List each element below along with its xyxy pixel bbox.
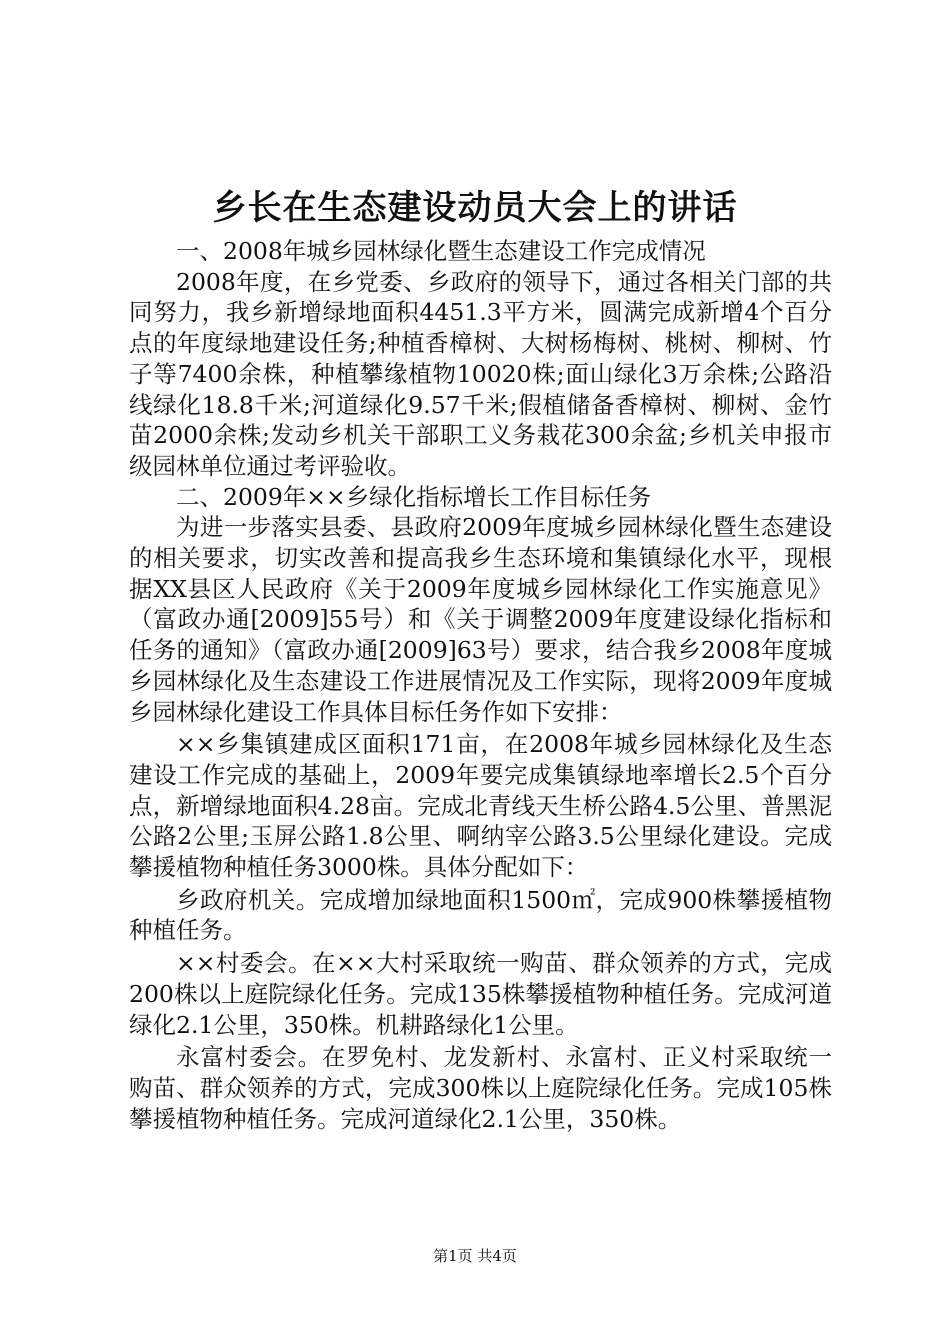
paragraph: 永富村委会。在罗免村、龙发新村、永富村、正义村采取统一购苗、群众领养的方式，完成300株以上庭院绿化任务。完成105株攀援植物种植任务。完成河道绿化2.1公里，350株。 (129, 1043, 832, 1133)
paragraph: 为进一步落实县委、县政府2009年度城乡园林绿化暨生态建设的相关要求，切实改善和提高我乡生态环境和集镇绿化水平，现根据XX县区人民政府《关于2009年度城乡园林绿化工作实施意见》（富政办通[2009]55号）和《关于调整2009年度建设绿化指标和任务的通知》（富政办通[2009]63号）要求，结合我乡2008年度城乡园林绿化及生态建设工作进展情况及工作实际，现将2009年度城乡园林绿化建设工作具体目标任务作如下安排： (129, 513, 832, 726)
page-footer: 第1页 共4页 (433, 1247, 517, 1265)
document-body (129, 236, 832, 1134)
paragraph: ××乡集镇建成区面积171亩，在2008年城乡园林绿化及生态建设工作完成的基础上，2009年要完成集镇绿地率增长2.5个百分点，新增绿地面积4.28亩。完成北青线天生桥公路4.5公里、普黑泥公路2公里;玉屏公路1.8公里、啊纳宰公路3.5公里绿化建设。完成攀援植物种植任务3000株。具体分配如下： (129, 730, 832, 882)
paragraph: ××村委会。在××大村采取统一购苗、群众领养的方式，完成200株以上庭院绿化任务。完成135株攀援植物种植任务。完成河道绿化2.1公里，350株。机耕路绿化1公里。 (129, 949, 832, 1039)
paragraph: 乡政府机关。完成增加绿地面积1500㎡，完成900株攀援植物种植任务。 (129, 885, 832, 945)
page-title: 乡长在生态建设动员大会上的讲话 (212, 188, 738, 228)
section-heading-2: 二、2009年××乡绿化指标增长工作目标任务 (176, 482, 652, 511)
paragraph: 2008年度，在乡党委、乡政府的领导下，通过各相关门部的共同努力，我乡新增绿地面积4451.3平方米，圆满完成新增4个百分点的年度绿地建设任务;种植香樟树、大树杨梅树、桃树、柳树、竹子等7400余株，种植攀缘植物10020株;面山绿化3万余株;公路沿线绿化18.8千米;河道绿化9.57千米;假植储备香樟树、柳树、金竹苗2000余株;发动乡机关干部职工义务栽花300余盆;乡机关申报市级园林单位通过考评验收。 (129, 267, 832, 480)
section-heading-1: 一、2008年城乡园林绿化暨生态建设工作完成情况 (176, 237, 706, 265)
